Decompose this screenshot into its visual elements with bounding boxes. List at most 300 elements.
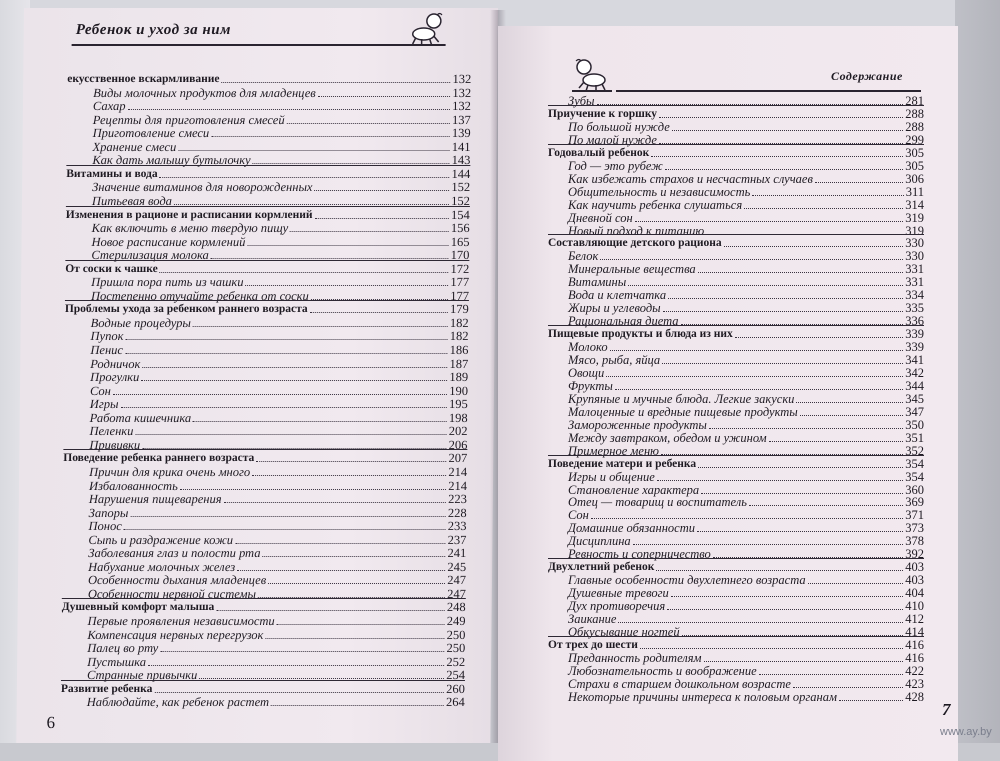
- toc-entry: [568, 690, 924, 704]
- toc-entry: [93, 126, 471, 140]
- toc-entry: [93, 99, 471, 113]
- toc-title: Избалованность: [88, 478, 178, 493]
- toc-title: Становление характера: [568, 482, 700, 497]
- toc-title: Страхи в старшем дошкольном возрасте: [568, 676, 791, 691]
- section-rule: [548, 455, 924, 456]
- toc-page: 170: [450, 248, 470, 263]
- toc-page: 360: [905, 482, 924, 497]
- toc-page: 305: [905, 145, 924, 160]
- toc-dot-leader: [744, 208, 903, 209]
- toc-page: 403: [905, 573, 924, 588]
- toc-dot-leader: [314, 190, 449, 191]
- toc-entry: [89, 492, 467, 506]
- toc-entry: [91, 235, 469, 249]
- toc-page: 416: [905, 650, 924, 665]
- toc-entry: [568, 470, 924, 484]
- toc-dot-leader: [193, 421, 447, 422]
- toc-entry: [568, 275, 924, 289]
- toc-entry: [568, 198, 924, 212]
- toc-title: Замороженные продукты: [568, 417, 707, 432]
- section-rule: [548, 234, 924, 235]
- toc-entry: [568, 599, 924, 613]
- toc-page: 182: [449, 315, 469, 330]
- toc-title: Новый подход к питанию: [568, 223, 705, 238]
- toc-page: 250: [446, 627, 466, 642]
- toc-dot-leader: [180, 489, 446, 490]
- toc-title: Пустышка: [87, 654, 147, 669]
- toc-dot-leader: [698, 467, 903, 468]
- toc-title: Вода и клетчатка: [568, 288, 667, 303]
- toc-title: Новое расписание кормлений: [91, 234, 246, 249]
- toc-page: 414: [905, 624, 924, 639]
- toc-entry: [88, 573, 466, 587]
- toc-entry: [89, 424, 467, 438]
- toc-page: 190: [449, 383, 469, 398]
- toc-page: 281: [905, 94, 924, 108]
- toc-entry: [568, 586, 924, 600]
- toc-title: Как научить ребенка слушаться: [568, 197, 743, 212]
- toc-entry: [568, 379, 924, 393]
- toc-title: Первые проявления независимости: [87, 614, 275, 628]
- toc-page: 247: [447, 573, 467, 588]
- toc-dot-leader: [709, 428, 903, 429]
- toc-dot-leader: [130, 516, 446, 517]
- toc-page: 412: [905, 612, 924, 626]
- toc-title: Поведение ребенка раннего возраста: [63, 452, 255, 465]
- toc-title: Водные процедуры: [90, 315, 191, 330]
- toc-title: Пищевые продукты и блюда из них: [548, 328, 733, 341]
- toc-entry: [88, 560, 466, 574]
- section-rule: [63, 449, 467, 450]
- toc-page: 306: [905, 171, 924, 186]
- toc-entry: [568, 185, 924, 199]
- toc-title: екусственное вскармливание: [67, 73, 220, 85]
- toc-dot-leader: [142, 367, 447, 368]
- toc-entry: [88, 533, 466, 547]
- toc-section: [548, 638, 924, 652]
- toc-page: 354: [905, 456, 924, 471]
- toc-title: Витамины: [568, 275, 627, 290]
- toc-title: Отец — товарищ и воспитатель: [568, 495, 747, 510]
- right-page-header: Содержание: [831, 69, 903, 83]
- toc-page: 143: [451, 153, 471, 168]
- toc-entry: [92, 221, 470, 235]
- toc-title: Хранение смеси: [92, 139, 177, 154]
- toc-dot-leader: [318, 96, 451, 97]
- toc-dot-leader: [256, 461, 446, 462]
- toc-dot-leader: [268, 583, 445, 584]
- section-rule: [66, 206, 470, 207]
- toc-title: Жиры и углеводы: [568, 301, 661, 316]
- toc-entry: [568, 405, 924, 419]
- toc-page: 154: [451, 207, 470, 222]
- toc-page: 410: [905, 599, 924, 614]
- toc-entry: [91, 275, 469, 289]
- toc-title: Как включить в меню твердую пищу: [91, 221, 289, 236]
- toc-page: 354: [905, 469, 924, 484]
- toc-dot-leader: [667, 609, 903, 610]
- toc-section: [66, 167, 470, 181]
- toc-page: 422: [905, 663, 924, 678]
- toc-dot-leader: [271, 705, 444, 706]
- toc-page: 344: [905, 378, 924, 393]
- toc-title: Компенсация нервных перегрузок: [87, 627, 264, 642]
- toc-page: 187: [449, 356, 469, 371]
- toc-entry: [568, 353, 924, 367]
- toc-title: От трех до шести: [548, 638, 638, 651]
- toc-title: Сыпь и раздражение кожи: [88, 532, 234, 547]
- toc-title: Домашние обязанности: [568, 521, 695, 536]
- toc-page: 350: [905, 417, 924, 432]
- right-page: [498, 26, 958, 761]
- toc-dot-leader: [735, 337, 903, 338]
- toc-dot-leader: [724, 246, 904, 247]
- toc-dot-leader: [633, 544, 904, 545]
- toc-section: [66, 208, 470, 222]
- toc-page: 371: [905, 508, 924, 523]
- toc-title: Сон: [89, 383, 111, 398]
- toc-dot-leader: [125, 353, 448, 354]
- toc-dot-leader: [265, 638, 444, 639]
- toc-entry: [568, 573, 924, 587]
- toc-section: [65, 302, 469, 316]
- toc-dot-leader: [668, 298, 903, 299]
- toc-page: 335: [905, 301, 924, 316]
- toc-dot-leader: [247, 245, 448, 246]
- left-page-number: 6: [46, 713, 56, 732]
- toc-title: По большой нужде: [568, 119, 670, 134]
- toc-entry: [90, 411, 468, 425]
- toc-page: 186: [449, 343, 469, 357]
- toc-title: Годовалый ребенок: [548, 146, 650, 159]
- toc-dot-leader: [262, 556, 445, 557]
- toc-dot-leader: [237, 570, 445, 571]
- toc-title: Пришла пора пить из чашки: [91, 275, 244, 290]
- toc-title: Главные особенности двухлетнего возраста: [568, 573, 806, 588]
- toc-title: Как избежать страхов и несчастных случаев: [568, 171, 813, 186]
- toc-title: Игры: [89, 397, 119, 412]
- toc-title: Заболевания глаз и полости рта: [88, 546, 261, 561]
- toc-dot-leader: [657, 480, 903, 481]
- toc-page: 330: [905, 249, 924, 264]
- toc-dot-leader: [211, 136, 450, 137]
- toc-dot-leader: [610, 350, 904, 351]
- toc-page: 241: [447, 546, 467, 561]
- toc-title: Ревность и соперничество: [568, 547, 711, 562]
- toc-entry: [568, 521, 924, 535]
- toc-dot-leader: [796, 402, 903, 403]
- toc-page: 207: [448, 451, 468, 466]
- toc-dot-leader: [663, 311, 904, 312]
- toc-dot-leader: [662, 363, 903, 364]
- toc-title: Питьевая вода: [91, 193, 173, 208]
- toc-title: Постепенно отучайте ребенка от соски: [90, 288, 309, 303]
- toc-page: 339: [905, 327, 924, 342]
- toc-page: 347: [905, 404, 924, 419]
- toc-title: Стерилизация молока: [91, 248, 209, 263]
- toc-page: 403: [905, 560, 924, 575]
- toc-title: Между завтраком, обедом и ужином: [568, 430, 767, 445]
- section-rule: [548, 105, 924, 106]
- toc-page: 198: [448, 410, 468, 425]
- toc-dot-leader: [701, 493, 903, 494]
- toc-entry: [89, 519, 467, 533]
- toc-page: 330: [905, 236, 924, 251]
- toc-dot-leader: [125, 339, 447, 340]
- toc-entry: [90, 370, 468, 384]
- toc-title: Год — это рубеж: [568, 158, 663, 173]
- toc-page: 132: [452, 72, 472, 86]
- toc-page: 305: [905, 158, 924, 173]
- toc-title: Белок: [568, 249, 599, 264]
- toc-page: 247: [447, 586, 466, 601]
- toc-title: Минеральные вещества: [568, 262, 696, 277]
- toc-title: Рецепты для приготовления смесей: [92, 112, 285, 127]
- toc-dot-leader: [245, 285, 448, 286]
- toc-entry: [568, 534, 924, 548]
- crawling-baby-icon: [570, 58, 614, 94]
- toc-page: 252: [446, 654, 466, 669]
- toc-title: Прогулки: [90, 370, 140, 385]
- background-right: [955, 0, 1000, 743]
- toc-dot-leader: [124, 529, 446, 530]
- toc-page: 254: [446, 668, 466, 683]
- toc-page: 288: [905, 119, 924, 134]
- toc-dot-leader: [839, 700, 903, 701]
- toc-page: 404: [905, 586, 924, 601]
- toc-dot-leader: [698, 272, 904, 273]
- toc-title: Особенности нервной системы: [87, 586, 257, 601]
- toc-title: Примерное меню: [568, 443, 659, 458]
- toc-title: Дисциплина: [568, 534, 631, 549]
- toc-entry: [568, 612, 924, 626]
- toc-dot-leader: [606, 376, 903, 377]
- toc-page: 369: [905, 495, 924, 510]
- toc-title: Работа кишечника: [89, 410, 192, 425]
- section-rule: [548, 636, 924, 637]
- toc-title: Значение витаминов для новорожденных: [92, 180, 313, 195]
- toc-title: Сон: [568, 508, 589, 523]
- toc-dot-leader: [287, 123, 450, 124]
- toc-entry: [87, 628, 465, 642]
- toc-section: [548, 107, 924, 121]
- toc-dot-leader: [113, 394, 447, 395]
- crawling-baby-icon: [404, 12, 448, 48]
- toc-entry: [568, 495, 924, 509]
- toc-page: 339: [905, 340, 924, 355]
- toc-title: Любознательность и воображение: [568, 663, 757, 678]
- section-rule: [62, 598, 466, 599]
- toc-title: Двухлетний ребенок: [548, 561, 655, 574]
- toc-page: 319: [905, 210, 924, 225]
- toc-entry: [89, 479, 467, 493]
- toc-page: 182: [449, 329, 469, 344]
- toc-page: 228: [447, 505, 467, 520]
- toc-section: [67, 72, 471, 86]
- toc-dot-leader: [277, 624, 445, 625]
- toc-title: Игры и общение: [568, 469, 655, 484]
- toc-entry: [92, 140, 470, 154]
- toc-title: Душевные тревоги: [568, 586, 669, 601]
- toc-page: 132: [452, 85, 472, 100]
- toc-title: Мясо, рыба, яйца: [568, 353, 661, 367]
- toc-entry: [88, 614, 466, 628]
- toc-page: 152: [451, 180, 471, 195]
- toc-title: Запоры: [88, 505, 129, 520]
- toc-dot-leader: [808, 583, 904, 584]
- toc-page: 249: [446, 614, 466, 628]
- toc-page: 214: [448, 464, 468, 479]
- toc-dot-leader: [290, 231, 449, 232]
- toc-title: Наблюдайте, как ребенок растет: [86, 695, 270, 710]
- toc-dot-leader: [127, 109, 450, 110]
- toc-entry: [568, 508, 924, 522]
- toc-entry: [87, 655, 465, 669]
- toc-page: 331: [905, 262, 924, 277]
- toc-dot-leader: [160, 272, 449, 273]
- toc-dot-leader: [315, 218, 450, 219]
- toc-title: Причин для крика очень много: [89, 464, 251, 479]
- toc-dot-leader: [640, 648, 903, 649]
- toc-title: Преданность родителям: [568, 650, 702, 665]
- toc-page: 342: [905, 365, 924, 380]
- toc-dot-leader: [120, 407, 447, 408]
- toc-title: Фрукты: [568, 378, 613, 393]
- toc-section: [548, 457, 924, 471]
- toc-section: [63, 451, 467, 465]
- toc-page: 336: [905, 314, 924, 329]
- toc-title: Составляющие детского рациона: [548, 237, 722, 250]
- toc-dot-leader: [235, 543, 446, 544]
- left-header-rule: [72, 44, 407, 46]
- section-rule: [65, 300, 469, 301]
- toc-title: Заикание: [568, 612, 617, 626]
- toc-page: 206: [448, 437, 468, 452]
- toc-dot-leader: [160, 177, 450, 178]
- toc-title: Душевный комфорт малыша: [61, 601, 215, 614]
- toc-page: 237: [447, 532, 467, 547]
- toc-page: 144: [451, 166, 471, 181]
- toc-title: Пеленки: [89, 424, 134, 439]
- toc-title: Прививки: [89, 437, 141, 452]
- toc-entry: [568, 249, 924, 263]
- toc-dot-leader: [193, 326, 448, 327]
- toc-page: 137: [452, 112, 471, 127]
- section-rule: [548, 325, 924, 326]
- toc-page: 141: [451, 139, 471, 154]
- toc-title: Витамины и вода: [66, 167, 158, 180]
- toc-page: 156: [450, 221, 470, 236]
- toc-entry: [568, 431, 924, 445]
- toc-entry: [87, 641, 465, 655]
- toc-title: Пупок: [90, 329, 124, 344]
- section-rule: [65, 260, 469, 261]
- toc-title: Странные привычки: [86, 668, 198, 683]
- toc-title: Крупяные и мучные блюда. Легкие закуски: [568, 391, 795, 406]
- toc-dot-leader: [665, 169, 903, 170]
- toc-title: Рациональная диета: [568, 314, 679, 329]
- toc-page: 351: [905, 430, 924, 445]
- toc-page: 299: [905, 132, 924, 147]
- toc-entry: [87, 695, 465, 709]
- toc-page: 165: [450, 234, 470, 249]
- toc-page: 260: [446, 681, 465, 696]
- toc-entry: [568, 211, 924, 225]
- toc-dot-leader: [769, 441, 904, 442]
- toc-dot-leader: [591, 518, 903, 519]
- toc-page: 189: [449, 370, 469, 385]
- toc-page: 202: [448, 424, 468, 439]
- toc-title: Овощи: [568, 365, 605, 380]
- toc-title: Изменения в рационе и расписании кормлений: [65, 208, 313, 221]
- toc-page: 179: [450, 302, 469, 317]
- left-page: [16, 8, 498, 743]
- toc-dot-leader: [815, 182, 903, 183]
- toc-dot-leader: [135, 434, 446, 435]
- toc-dot-leader: [148, 665, 444, 666]
- toc-entry: [89, 465, 467, 479]
- toc-entry: [93, 113, 471, 127]
- toc-entry: [568, 262, 924, 276]
- toc-title: Палец во рту: [87, 641, 159, 656]
- toc-page: 139: [451, 126, 471, 141]
- toc-entry: [568, 159, 924, 173]
- section-rule: [548, 144, 924, 145]
- toc-title: Виды молочных продуктов для младенцев: [93, 85, 316, 100]
- toc-title: Родничок: [90, 356, 141, 371]
- toc-dot-leader: [659, 117, 903, 118]
- toc-title: По малой нужде: [568, 132, 657, 147]
- toc-section: [548, 327, 924, 341]
- toc-title: Общительность и независимость: [568, 184, 751, 199]
- toc-entry: [90, 357, 468, 371]
- toc-dot-leader: [618, 622, 903, 623]
- toc-dot-leader: [160, 651, 444, 652]
- toc-page: 334: [905, 288, 924, 303]
- toc-page: 319: [905, 223, 924, 238]
- toc-section: [61, 682, 465, 696]
- toc-page: 378: [905, 534, 924, 549]
- toc-title: Сахар: [92, 99, 126, 114]
- toc-dot-leader: [600, 259, 903, 260]
- toc-entry: [568, 664, 924, 678]
- toc-dot-leader: [221, 82, 450, 83]
- toc-title: Поведение матери и ребенка: [548, 457, 697, 470]
- toc-dot-leader: [252, 475, 446, 476]
- section-rule: [61, 680, 465, 681]
- toc-page: 132: [452, 99, 472, 114]
- toc-dot-leader: [672, 130, 903, 131]
- toc-page: 428: [905, 689, 924, 704]
- toc-page: 214: [448, 478, 468, 493]
- toc-dot-leader: [749, 505, 903, 506]
- toc-entry: [568, 288, 924, 302]
- toc-page: 352: [905, 443, 924, 458]
- toc-entry: [568, 418, 924, 432]
- toc-section: [62, 600, 466, 614]
- toc-title: Особенности дыхания младенцев: [87, 573, 267, 588]
- toc-title: Некоторые причины интереса к половым органам: [568, 689, 837, 704]
- toc-title: Зубы: [568, 94, 595, 108]
- toc-dot-leader: [224, 502, 447, 503]
- toc-entry: [568, 392, 924, 406]
- toc-page: 233: [447, 519, 467, 534]
- toc-section: [65, 262, 469, 276]
- toc-entry: [90, 329, 468, 343]
- toc-title: Понос: [88, 519, 122, 534]
- toc-title: Набухание молочных желез: [88, 559, 236, 574]
- toc-entry: [89, 506, 467, 520]
